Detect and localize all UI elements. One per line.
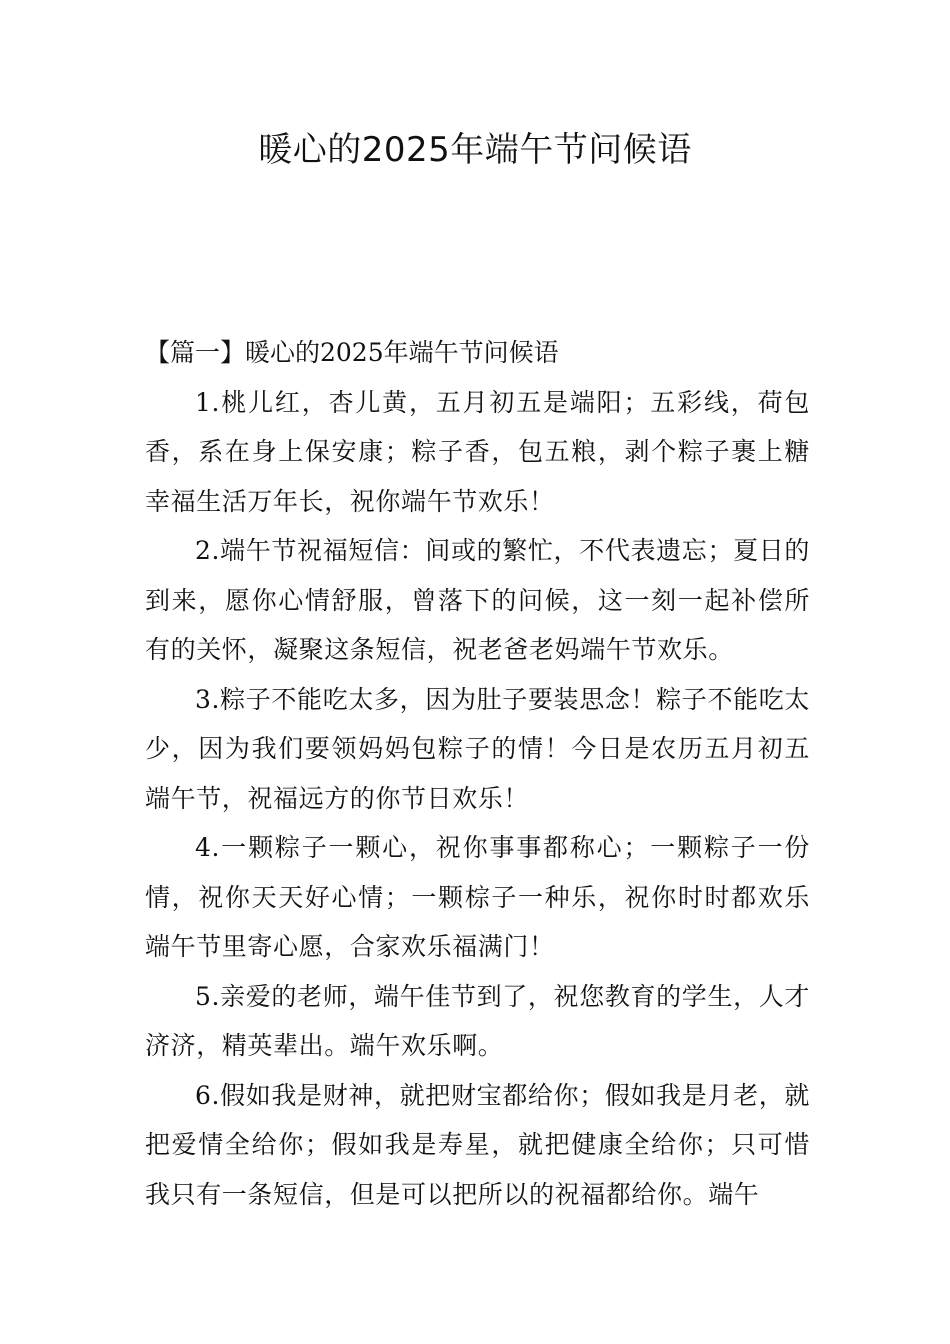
document-title: 暖心的2025年端午节问候语 — [258, 130, 692, 170]
document-body — [145, 328, 810, 1219]
greeting-paragraph-5: 5.亲爱的老师，端午佳节到了，祝您教育的学生，人才济济，精英辈出。端午欢乐啊。 — [145, 981, 810, 1060]
greeting-paragraph-2: 2.端午节祝福短信：间或的繁忙，不代表遗忘；夏日的到来，愿你心情舒服，曾落下的问候，这一刻一起补偿所有的关怀，凝聚这条短信，祝老爸老妈端午节欢乐。 — [145, 536, 810, 664]
greeting-paragraph-4: 4.一颗粽子一颗心，祝你事事都称心；一颗粽子一份情，祝你天天好心情；一颗棕子一种乐，祝你时时都欢乐端午节里寄心愿，合家欢乐福满门！ — [145, 833, 810, 961]
greeting-paragraph-3: 3.粽子不能吃太多，因为肚子要装思念！粽子不能吃太少，因为我们要领妈妈包粽子的情！今日是农历五月初五端午节，祝福远方的你节日欢乐！ — [145, 684, 810, 813]
greeting-paragraph-1: 1.桃儿红，杏儿黄，五月初五是端阳；五彩线，荷包香，系在身上保安康；粽子香，包五粮，剥个粽子裹上糖幸福生活万年长，祝你端午节欢乐！ — [145, 387, 810, 516]
greeting-paragraph-6: 6.假如我是财神，就把财宝都给你；假如我是月老，就把爱情全给你；假如我是寿星，就把健康全给你；只可惜我只有一条短信，但是可以把所以的祝福都给你。端午 — [145, 1080, 810, 1209]
section-heading: 【篇一】暖心的2025年端午节问候语 — [145, 338, 559, 367]
